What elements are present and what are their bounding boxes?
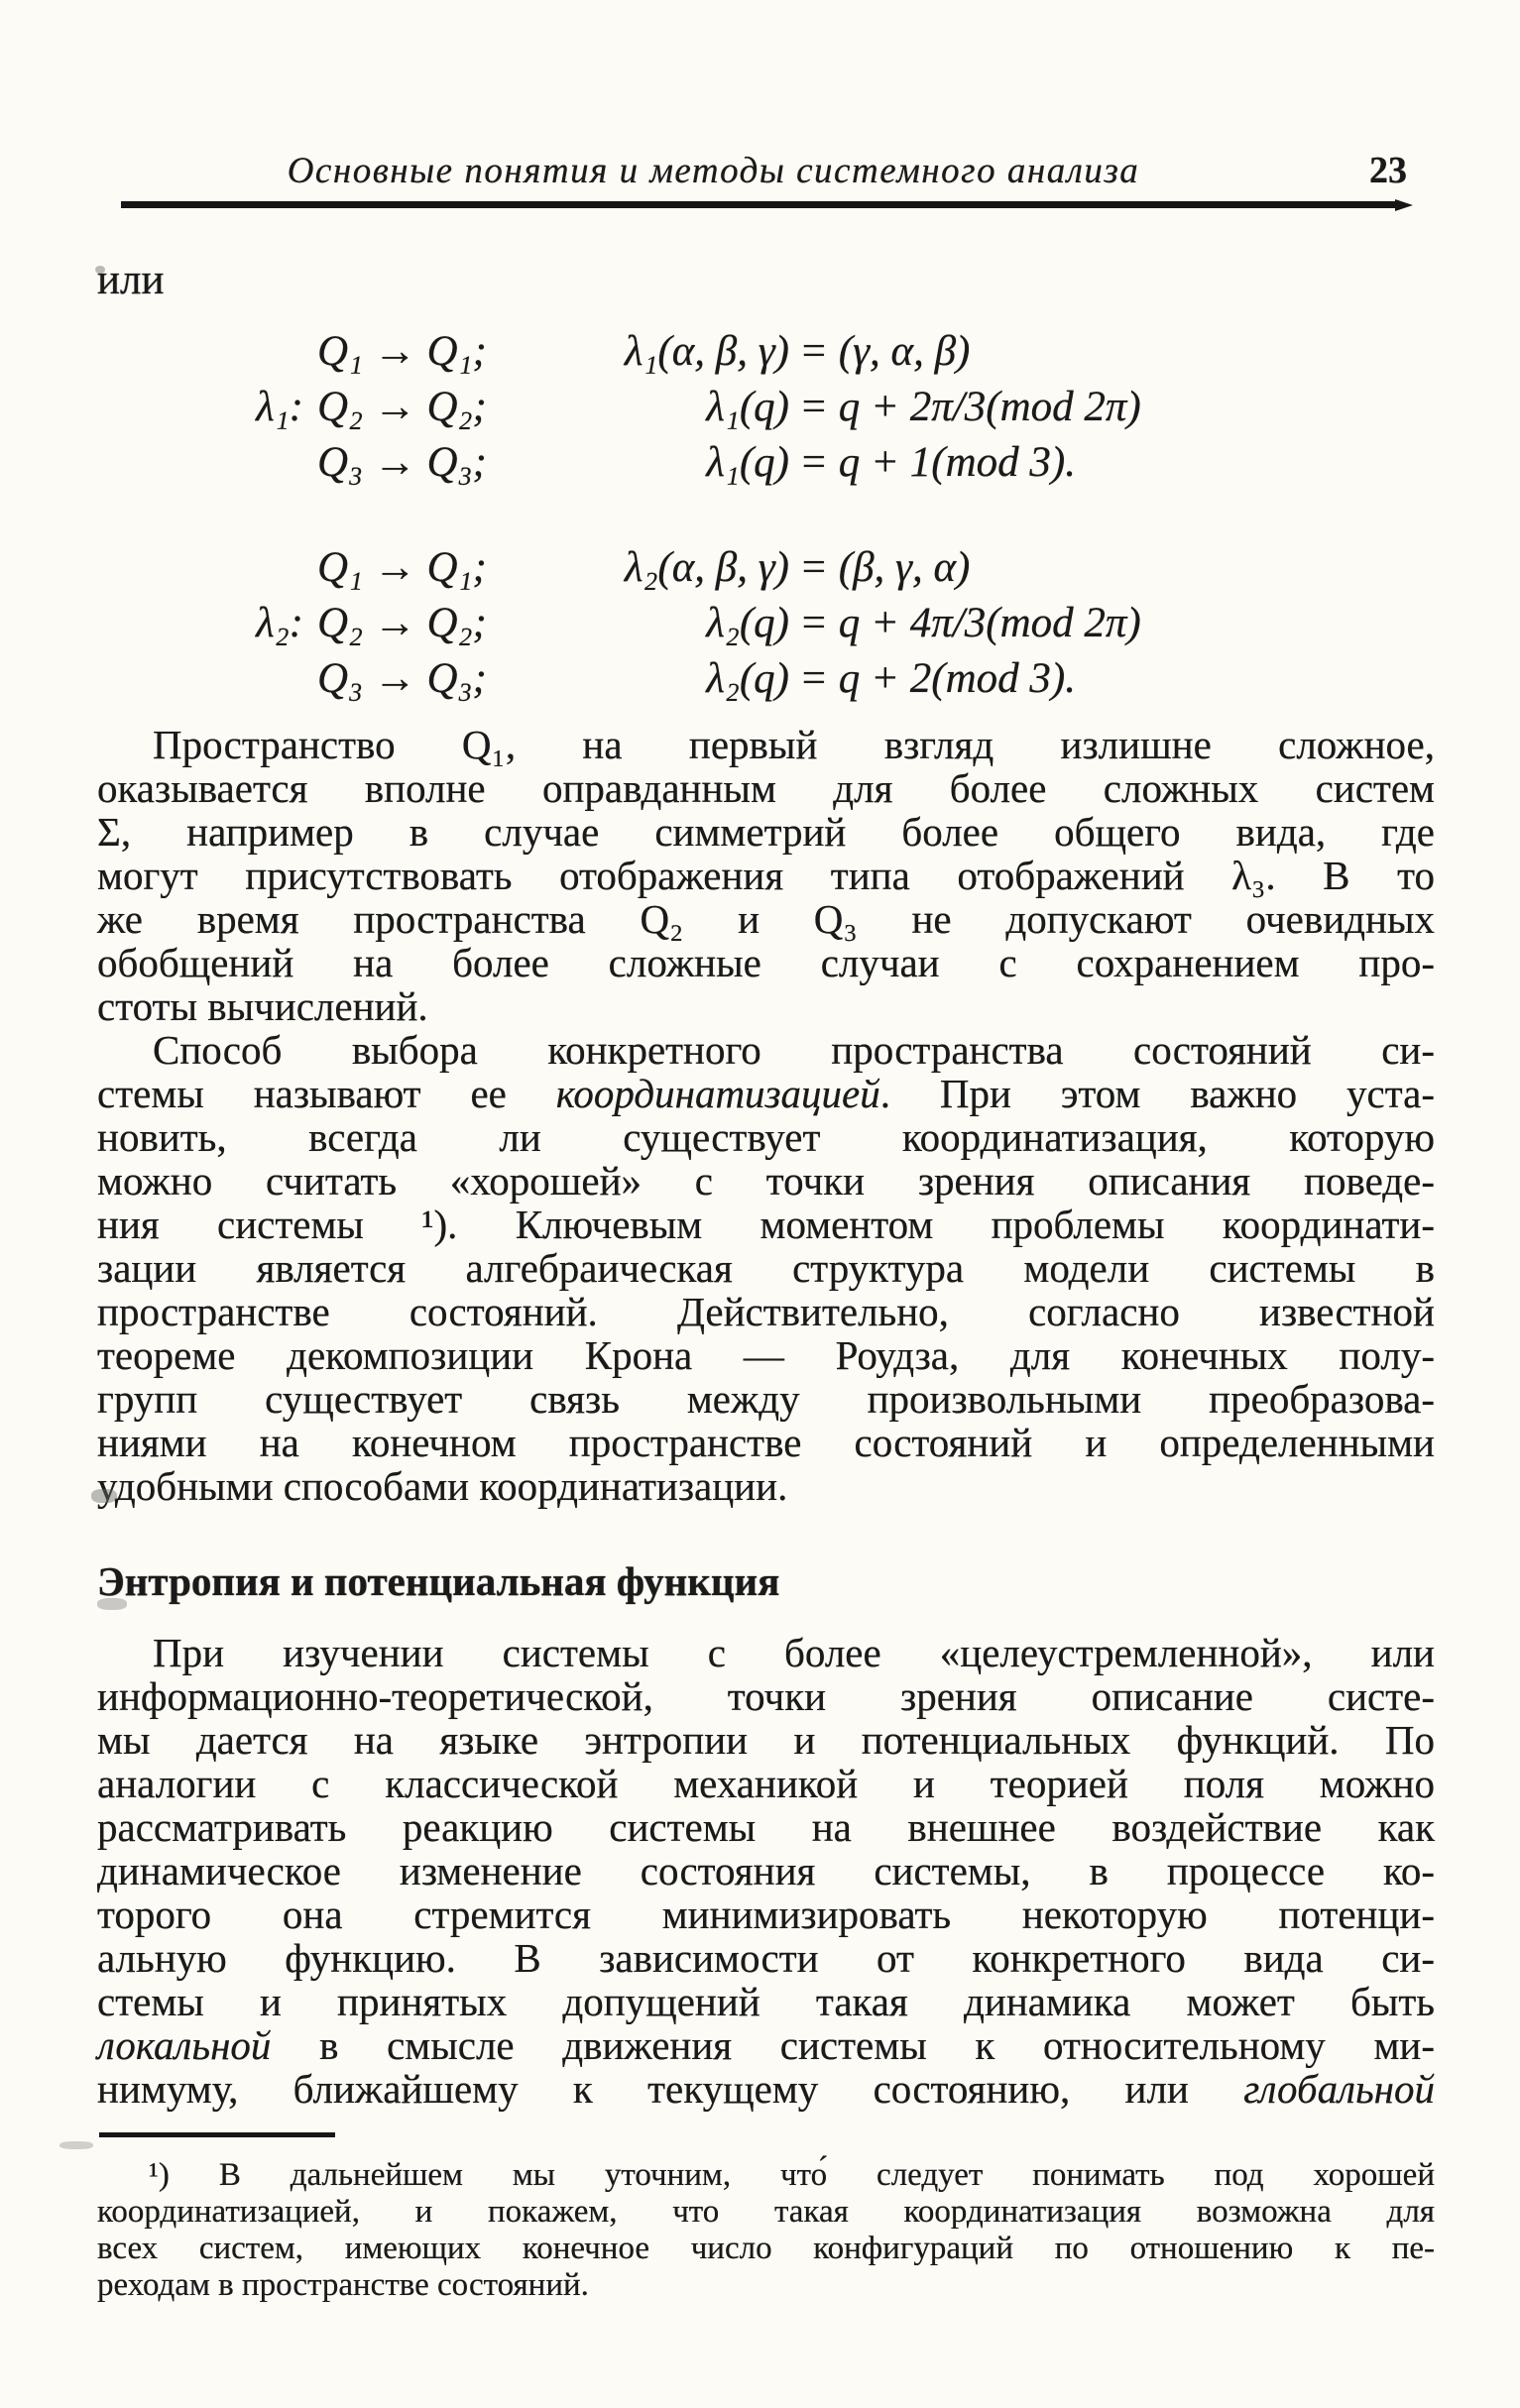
text-segment: нимуму, ближайшему к текущему состоянию, или (97, 2066, 1244, 2112)
formula-prefix (97, 435, 317, 491)
formula-rhs: = q + 2π/3(mod 2π) (799, 384, 1141, 430)
text-line: же время пространства Q₂ и Q₃ не допускают очевидных (97, 896, 1435, 942)
formula-mapping: Q₂ → Q₂; (317, 384, 487, 430)
text-line: обобщений на более сложные случаи с сохранением про- (97, 940, 1435, 985)
text-line (97, 2023, 1435, 2067)
text-line: можно считать «хорошей» с точки зрения описания поведе- (97, 1158, 1435, 1204)
footnote-rule (99, 2132, 335, 2137)
formula-lhs: λ₂(q) (706, 655, 789, 702)
text-line: Пространство Q₁, на первый взгляд излишне сложное, (153, 722, 1435, 767)
italic-term: координатизацией (555, 1071, 880, 1116)
text-line: теореме декомпозиции Крона — Роудза, для конечных полу- (97, 1332, 1435, 1378)
formula-lhs: λ₁(q) (706, 384, 789, 430)
text-line: мы дается на языке энтропии и потенциальных функций. По (97, 1717, 1435, 1763)
page-number: 23 (1369, 150, 1407, 191)
text-segment: стемы называют ее (97, 1071, 556, 1116)
text-line: групп существует связь между произвольными преобразова- (97, 1376, 1435, 1422)
scan-speck (59, 2141, 93, 2149)
formula-block-2 (97, 540, 1435, 707)
formula-lhs: λ₁(α, β, γ) (624, 328, 789, 375)
formula-row (97, 435, 1435, 491)
paragraph-2 (97, 1028, 1435, 1508)
formula-block-1 (97, 324, 1435, 491)
text-line: ниями на конечном пространстве состояний и определенными (97, 1420, 1435, 1465)
text-line: стемы и принятых допущений такая динамика может быть (97, 1979, 1435, 2024)
footnote-line: ¹) В дальнейшем мы уточним, что́ следует понимать под хорошей (149, 2157, 1435, 2193)
paragraph-3 (97, 1631, 1435, 2111)
text-line: торого она стремится минимизировать некоторую потенци- (97, 1892, 1435, 1937)
formula-rhs: = q + 2(mod 3). (799, 655, 1076, 702)
formula-lhs: λ₁(q) (706, 439, 789, 486)
formula-row (97, 540, 1435, 596)
page-header (97, 149, 1435, 192)
formula-rhs: = (β, γ, α) (799, 544, 971, 591)
formula-row (97, 596, 1435, 651)
text-line: стоты вычислений. (97, 983, 428, 1029)
text-line: аналогии с классической механикой и теорией поля можно (97, 1761, 1435, 1806)
running-title: Основные понятия и методы системного анализа (287, 151, 1140, 191)
footnote-line: реходам в пространстве состояний. (97, 2267, 589, 2303)
formula-prefix (97, 324, 317, 380)
footnote (97, 2157, 1435, 2304)
text-line: динамическое изменение состояния системы, в процессе ко- (97, 1848, 1435, 1893)
formula-rhs: = q + 4π/3(mod 2π) (799, 600, 1141, 646)
formula-rhs: = q + 1(mod 3). (799, 439, 1076, 486)
formula-lhs: λ₂(α, β, γ) (624, 544, 789, 591)
text-line: рассматривать реакцию системы на внешнее воздействие как (97, 1804, 1435, 1850)
scan-speck (91, 1489, 117, 1503)
text-segment: в смысле движения системы к относительному ми- (271, 2022, 1435, 2068)
formula-row (97, 380, 1435, 435)
formula-prefix (97, 651, 317, 707)
formula-row (97, 324, 1435, 380)
text-segment: . При этом важно уста- (879, 1071, 1435, 1116)
italic-term: локальной (97, 2022, 272, 2068)
text-line: информационно-теоретической, точки зрения описание систе- (97, 1673, 1435, 1719)
footnote-line: координатизацией, и покажем, что такая координатизация возможна для (97, 2194, 1435, 2230)
formula-lhs: λ₂(q) (706, 600, 789, 646)
text-line: зации является алгебраическая структура модели системы в (97, 1245, 1435, 1291)
text-line (97, 2067, 1435, 2111)
formula-row (97, 651, 1435, 707)
text-line: При изучении системы с более «целеустремленной», или (153, 1630, 1435, 1675)
text-line: ния системы ¹). Ключевым моментом проблемы координати- (97, 1202, 1435, 1247)
formula-mapping: Q₃ → Q₃; (317, 655, 487, 702)
text-line: пространстве состояний. Действительно, согласно известной (97, 1289, 1435, 1334)
text-line: альную функцию. В зависимости от конкретного вида си- (97, 1935, 1435, 1981)
formula-mapping: Q₃ → Q₃; (317, 439, 487, 486)
section-heading: Энтропия и потенциальная функция (97, 1558, 780, 1604)
scan-speck (95, 266, 105, 274)
formula-rhs: = (γ, α, β) (799, 328, 971, 375)
formula-prefix (97, 540, 317, 596)
formula-mapping: Q₁ → Q₁; (317, 328, 487, 375)
text-line: могут присутствовать отображения типа отображений λ₃. В то (97, 853, 1435, 898)
text-line: оказывается вполне оправданным для более сложных систем (97, 765, 1435, 811)
paragraph-1 (97, 723, 1435, 1028)
text-line: Σ, например в случае симметрий более общего вида, где (97, 809, 1435, 855)
header-rule (121, 201, 1397, 208)
text-line: Способ выбора конкретного пространства состояний си- (153, 1027, 1435, 1073)
text-line: удобными способами координатизации. (97, 1463, 788, 1509)
formula-mapping: Q₂ → Q₂; (317, 600, 487, 646)
formula-prefix: λ₁: (256, 384, 303, 430)
footnote-line: всех систем, имеющих конечное число конфигураций по отношению к пе- (97, 2231, 1435, 2266)
formula-mapping: Q₁ → Q₁; (317, 544, 487, 591)
formula-prefix: λ₂: (256, 600, 303, 646)
text-line: новить, всегда ли существует координатизация, которую (97, 1114, 1435, 1160)
italic-term: глобальной (1243, 2066, 1435, 2112)
lead-word: или (97, 257, 165, 303)
text-line (97, 1072, 1435, 1115)
scan-speck (97, 1598, 127, 1610)
